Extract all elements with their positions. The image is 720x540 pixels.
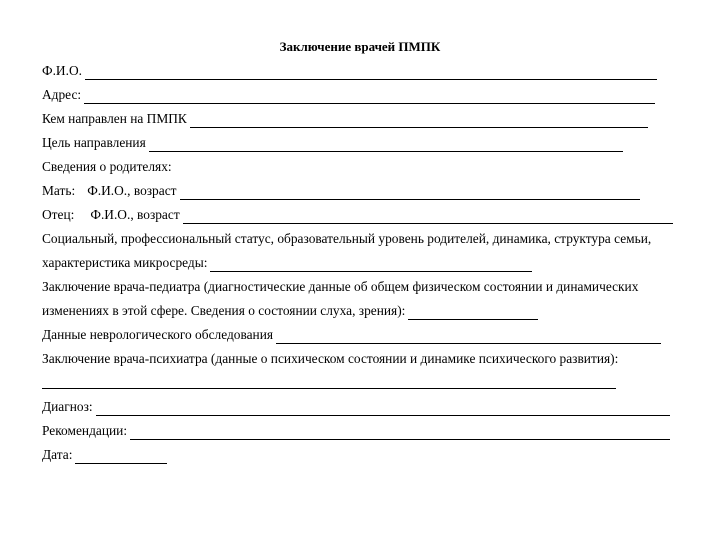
psychiatrist-blank[interactable]: [42, 374, 616, 389]
address-blank[interactable]: [84, 89, 655, 104]
parents-heading: Сведения о родителях:: [42, 159, 172, 174]
father-fio-label: Ф.И.О., возраст: [90, 207, 180, 222]
social-label-1: Социальный, профессиональный статус, образовательный уровень родителей, динамика, структура семьи,: [42, 231, 652, 246]
father-label: Отец:: [42, 207, 75, 222]
recommendations-blank[interactable]: [130, 425, 670, 440]
mother-blank[interactable]: [180, 185, 640, 200]
pediatrician-row-1: [42, 278, 638, 296]
pediatrician-blank[interactable]: [408, 305, 538, 320]
mother-fio-label: Ф.И.О., возраст: [87, 183, 177, 198]
referred-by-row: [42, 110, 648, 128]
page-title: Заключение врачей ПМПК: [279, 39, 441, 54]
social-label-2: характеристика микросреды:: [42, 255, 208, 270]
purpose-row: [42, 134, 623, 152]
referred-by-label: Кем направлен на ПМПК: [42, 111, 187, 126]
father-row: [42, 206, 673, 224]
social-row-2: [42, 254, 532, 272]
recommendations-row: [42, 422, 670, 440]
recommendations-label: Рекомендации:: [42, 423, 128, 438]
parents-heading-row: [42, 158, 172, 176]
psychiatrist-row-2: [42, 374, 616, 389]
psychiatrist-row-1: [42, 350, 618, 368]
neuro-label: Данные неврологического обследования: [42, 327, 274, 342]
social-blank[interactable]: [210, 257, 532, 272]
neuro-blank[interactable]: [276, 329, 661, 344]
referred-by-blank[interactable]: [190, 113, 648, 128]
address-label: Адрес:: [42, 87, 82, 102]
date-label: Дата:: [42, 447, 73, 462]
diagnosis-row: [42, 398, 670, 416]
date-blank[interactable]: [75, 449, 167, 464]
fio-label: Ф.И.О.: [42, 63, 82, 78]
address-row: [42, 86, 655, 104]
purpose-label: Цель направления: [42, 135, 146, 150]
mother-row: [42, 182, 640, 200]
pediatrician-label-2: изменениях в этой сфере. Сведения о состоянии слуха, зрения):: [42, 303, 406, 318]
fio-blank[interactable]: [85, 65, 657, 80]
pediatrician-label-1: Заключение врача-педиатра (диагностические данные об общем физическом состоянии и динамических: [42, 279, 639, 294]
neuro-row: [42, 326, 661, 344]
diagnosis-blank[interactable]: [96, 401, 670, 416]
diagnosis-label: Диагноз:: [42, 399, 93, 414]
mother-label: Мать:: [42, 183, 76, 198]
purpose-blank[interactable]: [149, 137, 623, 152]
fio-row: [42, 62, 657, 80]
father-blank[interactable]: [183, 209, 673, 224]
psychiatrist-label: Заключение врача-психиатра (данные о психическом состоянии и динамике психического развития):: [42, 351, 619, 366]
date-row: [42, 446, 167, 464]
pediatrician-row-2: [42, 302, 538, 320]
social-row-1: [42, 230, 651, 248]
